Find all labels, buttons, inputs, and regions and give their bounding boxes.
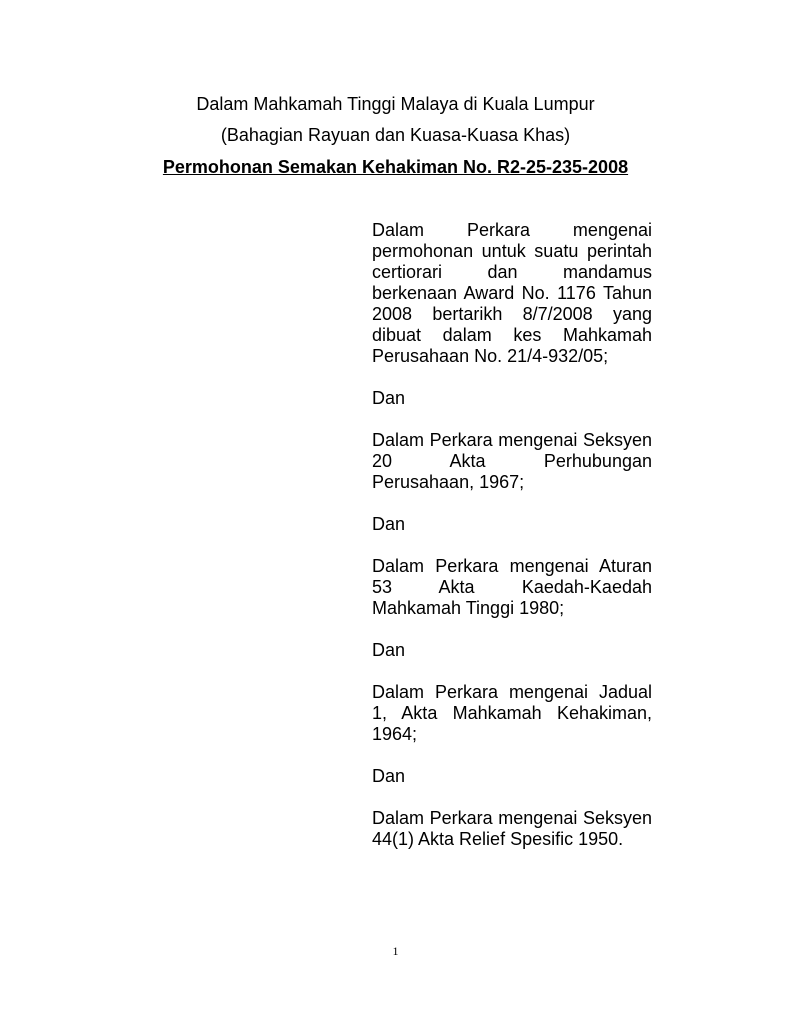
separator-1: Dan [372, 388, 406, 408]
matter-5: Dalam Perkara mengenai Seksyen 44(1) Akta Relief Spesific 1950. [372, 808, 652, 849]
separator-4: Dan [372, 766, 406, 786]
matter-2: Dalam Perkara mengenai Seksyen 20 Akta Perhubungan Perusahaan, 1967; [372, 430, 652, 492]
matter-1: Dalam Perkara mengenai permohonan untuk suatu perintah certiorari dan mandamus berkenaan Award No. 1176 Tahun 2008 bertarikh 8/7/2008 yang dibuat dalam kes Mahkamah Perusahaan No. 21/4-932/05; [372, 220, 652, 366]
matter-4: Dalam Perkara mengenai Jadual 1, Akta Mahkamah Kehakiman, 1964; [372, 682, 652, 744]
court-heading: Dalam Mahkamah Tinggi Malaya di Kuala Lumpur [196, 94, 595, 114]
separator-3: Dan [372, 640, 406, 660]
case-title: Permohonan Semakan Kehakiman No. R2-25-235-2008 [162, 157, 629, 177]
page-number: 1 [392, 944, 399, 958]
separator-2: Dan [372, 514, 406, 534]
division-heading: (Bahagian Rayuan dan Kuasa-Kuasa Khas) [220, 125, 571, 145]
matter-3: Dalam Perkara mengenai Aturan 53 Akta Kaedah-Kaedah Mahkamah Tinggi 1980; [372, 556, 652, 618]
matters-column [372, 220, 652, 850]
